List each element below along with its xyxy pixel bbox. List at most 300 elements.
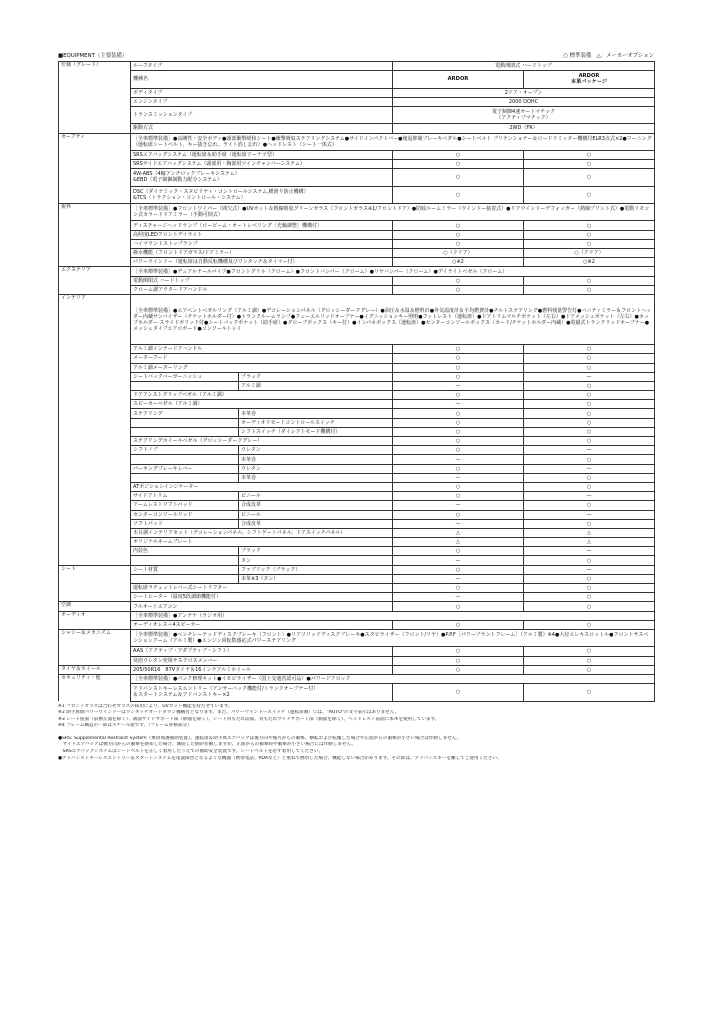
table-row [59, 556, 655, 565]
category-cell: 視界 [59, 204, 131, 221]
table-row [59, 97, 655, 106]
value-cell-ardor: — [393, 574, 524, 583]
standard-equipment-cell: ［全車標準装備］●パンク修理キット●イモビライザー（国土交通省認可品）●パワードアロック [131, 674, 655, 683]
category-cell: 空調 [59, 602, 131, 611]
category-cell [59, 556, 131, 565]
item-cell: サイドアトリム [131, 492, 239, 501]
table-row [59, 363, 655, 372]
item-cell: オリジナルネームプレート [131, 538, 393, 547]
value-cell-ardor-leather: ○ [524, 186, 655, 203]
table-row [59, 492, 655, 501]
disclaimer-line: ●アドバンストキーレスエントリー＆スタートシステムを電波障害となるような機器（携帯電話、PDAなど）と重ねて携帯した場合、機能しない場合があります。その際は、アドバンスキーを離してご使用ください。 [58, 755, 502, 761]
table-row [59, 186, 655, 203]
category-cell [59, 285, 131, 294]
item-cell: 木目調インテリアセット（デコレーションパネル、シフトゲートパネル、ドアスイッチパネル） [131, 528, 393, 537]
value-cell-ardor: ○ [393, 437, 524, 446]
category-cell [59, 354, 131, 363]
footnote: ※4 フレーム構造の一部はスチール製です。（フレーム骨格部分） [58, 723, 192, 729]
value-cell-ardor-leather: ○ [524, 354, 655, 363]
value-cell-ardor-leather: — [524, 547, 655, 556]
table-row [59, 446, 655, 455]
sub-item-cell: 本革※3（タン） [239, 574, 393, 583]
item-cell: ドアアシストグリップベゼル（アルミ調） [131, 391, 393, 400]
item-cell [131, 574, 239, 583]
category-cell [59, 150, 131, 159]
value-cell-ardor: ○※2 [393, 258, 524, 267]
category-cell [59, 492, 131, 501]
category-cell [59, 593, 131, 602]
category-cell [59, 647, 131, 656]
table-row [59, 106, 655, 123]
item-cell: 内装色 [131, 547, 239, 556]
value-cell-ardor: ○ [393, 684, 524, 701]
table-row [59, 684, 655, 701]
value-cell-ardor-leather: ○ [524, 427, 655, 436]
value-cell-ardor-leather: ○ [524, 519, 655, 528]
value-cell-ardor: ○ [393, 150, 524, 159]
category-cell [59, 409, 131, 418]
item-cell: 高照度LEDフロントデイライト [131, 230, 393, 239]
category-cell [59, 482, 131, 491]
item-cell: パワーウインドー（運転席は自動反転機構及びワンタッチ＆タイマー付） [131, 258, 393, 267]
value-cell-all-grades: 2000 DOHC [393, 97, 655, 106]
table-row [59, 409, 655, 418]
table-row [59, 464, 655, 473]
value-cell-ardor-leather: ○※2 [524, 258, 655, 267]
sub-item-cell: 本革巻 [239, 473, 393, 482]
item-cell: ソフトパッド [131, 519, 239, 528]
value-cell-all-grades: 電子制御4速オートマチック （アクティブマチック） [393, 106, 655, 123]
category-cell [59, 169, 131, 186]
category-cell: タイヤ＆ホイール [59, 665, 131, 674]
category-cell [59, 186, 131, 203]
value-cell-ardor: ○ [393, 372, 524, 381]
category-cell [59, 455, 131, 464]
equipment-table [58, 61, 655, 702]
item-cell: アルミ調メーターリング [131, 363, 393, 372]
value-cell-ardor: ○ [393, 620, 524, 629]
value-cell-ardor-leather: ○ [524, 400, 655, 409]
table-row [59, 656, 655, 665]
table-row [59, 647, 655, 656]
standard-equipment-cell: ［全車標準装備］●高剛性・安全ボディ●頭部衝撃緩和シート●衝撃吸収ステアリングシステム●サイドインパクトバー●後退抑制ブレーキペダル●シートベルト プリテンショナー＆ロードリミッター機構付ELR3点式×2●ワーニング（運転席シートベルト、キー抜き忘れ、ライト消し忘れ）●ヘッドレスト（シート一体式） [131, 133, 655, 150]
value-cell-ardor: ○ [393, 427, 524, 436]
value-cell-ardor: ○ [393, 160, 524, 169]
value-cell-ardor-leather: — [524, 464, 655, 473]
sub-item-cell: アルミ調 [239, 381, 393, 390]
value-cell-ardor: ○ [393, 464, 524, 473]
value-cell-ardor: ○ [393, 391, 524, 400]
value-cell-ardor: — [393, 473, 524, 482]
table-row [59, 249, 655, 258]
value-cell-ardor-leather: ○ [524, 437, 655, 446]
sub-item-cell: 合成皮革 [239, 501, 393, 510]
category-cell [59, 239, 131, 248]
value-cell-ardor-leather: ○ [524, 160, 655, 169]
item-cell: ディスチャージヘッドランプ（ロービーム・オートレベリング［光軸調整］機構付） [131, 221, 393, 230]
value-cell-ardor: — [393, 556, 524, 565]
sub-item-cell: 合成皮革 [239, 519, 393, 528]
value-cell-ardor-leather: ○ [524, 620, 655, 629]
footnote: ※2 助手席側パワーウインドーはワンタッチオートダウン機構付となります。また、パワーウインドースイッチ（運転席側）には、"AUTO"の文字表示はありません。 [58, 710, 400, 716]
footnote: ※1 フロントガラスは合わせガラスの採用により、UVカット機能を持たせています。 [58, 703, 233, 709]
table-row [59, 501, 655, 510]
table-row [59, 258, 655, 267]
item-cell: 205/50R16 87Vタイヤ＆16インチアルミホイール [131, 665, 393, 674]
value-cell-ardor: ○ [393, 446, 524, 455]
footnotes [58, 704, 654, 730]
equipment-sheet [58, 52, 654, 762]
table-row [59, 150, 655, 159]
table-row [59, 71, 655, 88]
value-cell-ardor-leather: ○ [524, 418, 655, 427]
value-cell-ardor: ○ [393, 186, 524, 203]
table-row [59, 267, 655, 276]
table-row [59, 565, 655, 574]
sub-item-cell: ブラック [239, 547, 393, 556]
category-cell [59, 418, 131, 427]
value-cell-ardor: ○ [393, 492, 524, 501]
value-cell-ardor-leather: ○ [524, 482, 655, 491]
disclaimer-line: サイドエアバッグは横方向からの衝撃を感知した場合、側面した側が作動しますが、正面からの衝撃時や衝撃が小さい場合には作動しません。 [58, 742, 357, 748]
item-cell: 駆動方式 [131, 124, 393, 133]
value-cell-ardor: — [393, 455, 524, 464]
table-row [59, 221, 655, 230]
value-cell-ardor-leather: ○ [524, 656, 655, 665]
value-cell-ardor-leather: ○ [524, 574, 655, 583]
sub-item-cell: オーディオリモートコントロールスイッチ [239, 418, 393, 427]
category-cell [59, 71, 131, 88]
category-cell: シート [59, 565, 131, 574]
value-cell-ardor-leather: ○ [524, 665, 655, 674]
item-cell: クローム調アウタードアハンドル [131, 285, 393, 294]
value-cell-ardor: — [393, 381, 524, 390]
table-row [59, 294, 655, 344]
category-cell: オーディオ [59, 611, 131, 620]
value-cell-ardor: ○ [393, 409, 524, 418]
table-row [59, 611, 655, 620]
item-cell: エンジンタイプ [131, 97, 393, 106]
item-cell: ハイマウントストップランプ [131, 239, 393, 248]
table-row [59, 204, 655, 221]
value-cell-ardor-leather: ○ [524, 556, 655, 565]
table-row [59, 602, 655, 611]
table-row [59, 372, 655, 381]
value-cell-ardor-leather: ○ [524, 276, 655, 285]
table-row [59, 584, 655, 593]
value-cell-ardor: ○ [393, 285, 524, 294]
value-cell-ardor: ○ [393, 354, 524, 363]
category-cell [59, 464, 131, 473]
table-row [59, 230, 655, 239]
value-cell-ardor-leather: ○ [524, 602, 655, 611]
sub-item-cell: ビニール [239, 492, 393, 501]
value-cell-ardor: ○ [393, 665, 524, 674]
item-cell: トランスミッションタイプ [131, 106, 393, 123]
category-cell [59, 584, 131, 593]
value-cell-ardor-leather: ○ [524, 239, 655, 248]
item-cell [131, 381, 239, 390]
category-cell [59, 501, 131, 510]
value-cell-ardor-leather: ○ [524, 684, 655, 701]
sheet-header [58, 52, 654, 61]
value-cell-ardor-leather: ○ [524, 455, 655, 464]
value-cell-ardor-leather: ○ [524, 647, 655, 656]
item-cell: AAS（アクティブ・アダプティブ・シフト） [131, 647, 393, 656]
value-cell-ardor-leather: — [524, 446, 655, 455]
table-row [59, 169, 655, 186]
item-cell: 機種名 [131, 71, 393, 88]
value-cell-ardor: ○ [393, 276, 524, 285]
value-cell-ardor: ○ [393, 647, 524, 656]
value-cell-ardor: ○ [393, 221, 524, 230]
table-row [59, 593, 655, 602]
sub-item-cell: タン [239, 556, 393, 565]
table-row [59, 455, 655, 464]
value-cell-ardor: ○ [393, 510, 524, 519]
footnote: ※3 シート座面（前横正面を除く）、販面サイドサポート部（側面を除く）、シート背もたれ前面、背もたれサイドサポート部（側面を除く）、ヘッドレスト前面に本革を使用しています。 [58, 716, 440, 722]
category-cell [59, 276, 131, 285]
table-row [59, 547, 655, 556]
value-cell-ardor-leather: ○ [524, 391, 655, 400]
value-cell-ardor: ○ [393, 230, 524, 239]
table-row [59, 620, 655, 629]
category-cell [59, 620, 131, 629]
table-row [59, 510, 655, 519]
value-cell-ardor: ○ [393, 565, 524, 574]
section-title: ■EQUIPMENT（主要装備） [58, 53, 128, 59]
category-cell [59, 528, 131, 537]
category-cell [59, 97, 131, 106]
item-cell: アームレストソフトパッド [131, 501, 239, 510]
value-cell-ardor-leather: ARDOR 本革パッケージ [524, 71, 655, 88]
table-row [59, 239, 655, 248]
value-cell-all-grades: 電動開閉式 ハードトップ [393, 62, 655, 71]
category-cell [59, 106, 131, 123]
category-cell [59, 574, 131, 583]
category-cell [59, 427, 131, 436]
category-cell [59, 400, 131, 409]
table-row [59, 437, 655, 446]
item-cell: ステアリング [131, 409, 239, 418]
category-cell: シャシー＆メカニズム [59, 629, 131, 646]
value-cell-ardor: ○ [393, 482, 524, 491]
category-cell [59, 381, 131, 390]
item-cell: オーディオレス＋4スピーカー [131, 620, 393, 629]
item-cell [131, 418, 239, 427]
value-cell-ardor-leather: △ [524, 538, 655, 547]
item-cell: センターコンソールリッド [131, 510, 239, 519]
value-cell-ardor: — [393, 593, 524, 602]
value-cell-ardor-leather: ○ [524, 363, 655, 372]
category-cell [59, 656, 131, 665]
item-cell: シフトノブ [131, 446, 239, 455]
category-cell [59, 473, 131, 482]
table-row [59, 354, 655, 363]
item-cell [131, 473, 239, 482]
disclaimer-notes [58, 736, 654, 762]
table-row [59, 124, 655, 133]
item-cell: シートバックバーガーニッシュ [131, 372, 239, 381]
category-cell: インテリア [59, 294, 131, 344]
item-cell: 電動開閉式 ハードトップ [131, 276, 393, 285]
disclaimer-line: ●SRS: Supplemental Restraint System（乗員保護補助装置）。運転席＆助手席エアバッグは後方向や後方からの衝撃、横転および転覆した場合や正面からの衝撃が小さい場合は作動しません。 [58, 735, 462, 741]
item-cell: 撥水機能（フロントドアガラス/ドアミラー） [131, 249, 393, 258]
value-cell-ardor-leather: ○ [524, 593, 655, 602]
value-cell-ardor: — [393, 501, 524, 510]
category-cell [59, 258, 131, 267]
value-cell-ardor-leather: ○ [524, 584, 655, 593]
table-row [59, 62, 655, 71]
sub-item-cell: ウレタン [239, 446, 393, 455]
value-cell-ardor: — [393, 519, 524, 528]
sub-item-cell: ブラック [239, 372, 393, 381]
item-cell: アルミ調インナードアハンドル [131, 345, 393, 354]
item-cell: フルオートエアコン [131, 602, 393, 611]
value-cell-ardor-leather: — [524, 372, 655, 381]
category-cell [59, 446, 131, 455]
table-row [59, 519, 655, 528]
sub-item-cell: ファブリック（ブラック） [239, 565, 393, 574]
value-cell-ardor-leather: ○ [524, 150, 655, 159]
value-cell-ardor-leather: ○ [524, 409, 655, 418]
value-cell-ardor: △ [393, 538, 524, 547]
value-cell-ardor-leather: ○ [524, 221, 655, 230]
value-cell-ardor-leather: ○（クリア） [524, 249, 655, 258]
item-cell: シート材質 [131, 565, 239, 574]
value-cell-ardor: ARDOR [393, 71, 524, 88]
standard-equipment-cell: ［全車標準装備］●エアベントベゼルリング（アルミ調）●デコレーションパネル（グロッシーダークグレー）●油圧＆水温＆燃料計●外気温度計＆平均燃費計●チルトステアリング●燃料残量警告灯●バニティミラー＆フロントヘッダー内蔵サンバイザー（チケットホルダー付）●トランクルームランプ●フューエルリッドオープナー●イグニッションキー照明●フットレスト（運転席）●ドアトリムマルチポケット（左右）●ドアメッシュポケット（左右）●カップホルダー スライドボリッド付●シートバックポケット（助手席）●グローブボックス（キー付）●インパネボックス（運転席）●センターコンソールボックス（カード/チケットホルダー内蔵）●電磁式トランクリッドオープナー●メッシュタイプエアロボード●コンソールトレイ [131, 294, 655, 344]
table-row [59, 473, 655, 482]
item-cell: ボディタイプ [131, 88, 393, 97]
category-cell [59, 249, 131, 258]
table-row [59, 574, 655, 583]
table-row [59, 629, 655, 646]
table-row [59, 133, 655, 150]
table-row [59, 400, 655, 409]
item-cell: ATポジションインジケーター [131, 482, 393, 491]
item-cell: アドバンストキーレスエントリー（アンサーバック機能付/トランクオープナー付） ＆スタートシステム＆アドバンストキー×2 [131, 684, 393, 701]
category-cell [59, 124, 131, 133]
item-cell: 発泡ウレタン充填サスクロスメンバー [131, 656, 393, 665]
category-cell [59, 391, 131, 400]
item-cell: メーターフード [131, 354, 393, 363]
table-row [59, 665, 655, 674]
category-cell [59, 437, 131, 446]
table-row [59, 418, 655, 427]
category-cell [59, 230, 131, 239]
category-cell [59, 160, 131, 169]
table-row [59, 160, 655, 169]
sub-item-cell: 本革巻 [239, 455, 393, 464]
legend: ○ 標準装備 △：メーカーオプション [563, 53, 654, 59]
category-cell [59, 372, 131, 381]
item-cell: スピーカーベゼル（アルミ調） [131, 400, 393, 409]
value-cell-ardor-leather: ○ [524, 285, 655, 294]
value-cell-ardor-leather: ○ [524, 169, 655, 186]
value-cell-ardor-leather: ○ [524, 473, 655, 482]
standard-equipment-cell: ［全車標準装備］●デュアルテールパイプ●フロントグリル（クローム）●フロントバンパー（クローム）●リヤバンパー（クローム）●デイライトベゼル（クローム） [131, 267, 655, 276]
standard-equipment-cell: ［全車標準装備］●ベンチレーテッドディスクブレーキ（フロント）●リアソリッドディスクブレーキ●スタビライザー（フロント/リヤ）●P.P.F［パワープラントフレーム］（アルミ製）※4●大径エレキスロットル●フロントサスペンションアーム（アルミ製）●エンジン回転数感応式パワーステアリング [131, 629, 655, 646]
item-cell: SRSエアバッグシステム（運転席＆助手席（運転席ドーナツ型） [131, 150, 393, 159]
item-cell: 運転席ラチェットレバー式シートリフター [131, 584, 393, 593]
category-cell [59, 88, 131, 97]
value-cell-ardor-leather: △ [524, 528, 655, 537]
category-cell [59, 221, 131, 230]
value-cell-ardor: ○ [393, 363, 524, 372]
item-cell [131, 427, 239, 436]
value-cell-ardor: ○ [393, 584, 524, 593]
category-cell [59, 684, 131, 701]
value-cell-ardor-leather: ○ [524, 345, 655, 354]
table-row [59, 482, 655, 491]
table-row [59, 381, 655, 390]
value-cell-ardor: ○ [393, 602, 524, 611]
category-cell [59, 519, 131, 528]
value-cell-ardor-leather: ○ [524, 381, 655, 390]
value-cell-ardor: ○ [393, 656, 524, 665]
value-cell-ardor-leather: ○ [524, 230, 655, 239]
value-cell-ardor: ○（クリア） [393, 249, 524, 258]
standard-equipment-cell: ［全車標準装備］●フロントワイパー（間欠式）●UVカット＆熱線吸収グリーンガラス（フロントガラス※1/フロントドア）●防眩ルームミラー（ウインドー接着式）●リアウインドーデフォッガー（熱線プリント式）●電動リモコン式カラードドアミラー（手動可倒式） [131, 204, 655, 221]
value-cell-ardor-leather: — [524, 510, 655, 519]
table-row [59, 88, 655, 97]
item-cell [131, 556, 239, 565]
item-cell: パーキングブレーキレバー [131, 464, 239, 473]
item-cell: SRSサイドエアバッグシステム（頭部用・胸部用ツインチャンバーシステム） [131, 160, 393, 169]
value-cell-ardor: — [393, 400, 524, 409]
category-cell [59, 538, 131, 547]
sub-item-cell: ビニール [239, 510, 393, 519]
sub-item-cell: ウレタン [239, 464, 393, 473]
table-row [59, 528, 655, 537]
value-cell-ardor: ○ [393, 547, 524, 556]
disclaimer-line: SRSエアバッグシステムはシートベルトを正しく着用したうえでの補助安全装置です。シートベルトを必ず着用してください。 [58, 749, 324, 755]
table-row [59, 345, 655, 354]
item-cell [131, 455, 239, 464]
table-row [59, 538, 655, 547]
standard-equipment-cell: ［全車標準装備］●アンテナ（ラジオ用） [131, 611, 655, 620]
category-cell: エクステリア [59, 267, 131, 276]
table-row [59, 276, 655, 285]
table-row [59, 427, 655, 436]
value-cell-ardor: ○ [393, 239, 524, 248]
table-row [59, 674, 655, 683]
value-cell-ardor-leather: — [524, 492, 655, 501]
item-cell: DSC（ダイナミック・スタビリティ・コントロールシステム,横滑り防止機構） &TCS（トラクション・コントロール・システム） [131, 186, 393, 203]
value-cell-all-grades: 2WD（FR） [393, 124, 655, 133]
sub-item-cell: 本革巻 [239, 409, 393, 418]
category-cell: セーフティ [59, 133, 131, 150]
item-cell: 4W-ABS（4輪アンチロックブレーキシステム） &EBD（電子制御制動力配分システム） [131, 169, 393, 186]
category-cell [59, 547, 131, 556]
table-row [59, 285, 655, 294]
category-cell: セキュリティ・他 [59, 674, 131, 683]
category-cell [59, 345, 131, 354]
item-cell: ルーフタイプ [131, 62, 393, 71]
category-cell [59, 363, 131, 372]
category-cell: 仕様（グレード） [59, 62, 131, 71]
value-cell-all-grades: 2ドア・オープン [393, 88, 655, 97]
sub-item-cell: シフトスイッチ（ダイレクトモード機構付） [239, 427, 393, 436]
value-cell-ardor: ○ [393, 345, 524, 354]
value-cell-ardor-leather: ○ [524, 501, 655, 510]
item-cell: シートヒーター（温度5段調節機能付） [131, 593, 393, 602]
value-cell-ardor-leather: — [524, 565, 655, 574]
value-cell-ardor: △ [393, 528, 524, 537]
item-cell: ステアリングホイールベゼル（グロッシーダークグレー） [131, 437, 393, 446]
value-cell-ardor: ○ [393, 418, 524, 427]
